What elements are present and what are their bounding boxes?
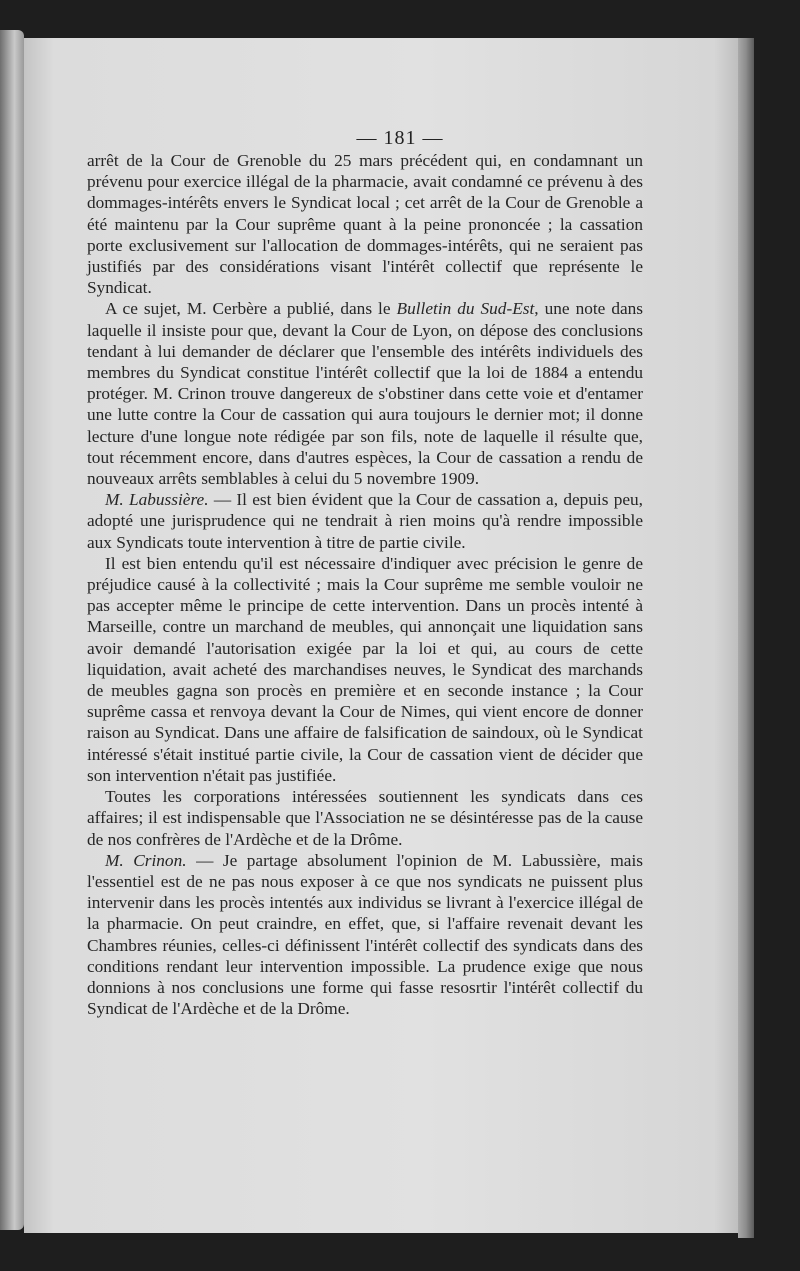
paragraph-4	[87, 553, 643, 786]
paragraph-2	[87, 298, 643, 489]
paragraph-text: A ce sujet, M. Cerbère a publié, dans le	[105, 299, 397, 319]
paragraph-text: Toutes les corporations intéressées soutiennent les syndicats dans ces affaires; il est indispensable que l'Association ne se désintéresse pas de la cause de nos confrères de l'Ardèche et de la Drôme.	[87, 787, 643, 849]
paragraph-1	[87, 150, 643, 298]
paragraph-6	[87, 850, 643, 1020]
body-text	[87, 150, 643, 1019]
journal-title: Bulletin du Sud-Est	[396, 299, 535, 319]
facing-page-edge	[0, 30, 24, 1230]
speaker-name: M. Crinon.	[105, 850, 187, 870]
paragraph-text: arrêt de la Cour de Grenoble du 25 mars précédent qui, en condamnant un prévenu pour exercice illégal de la pharmacie, avait condamné ce prévenu à des dommages-intérêts envers le Syndicat local ; cet arrêt de la Cour de Grenoble a été maintenu par la Cour suprême quant à la peine prononcée ; la cassation porte exclusivement sur l'allocation de dommages-intérêts, qui ne seraient pas justifiés par des considérations visant l'intérêt collectif que représente le Syndicat.	[87, 151, 643, 298]
speaker-name: M. Labussière.	[105, 490, 209, 510]
page-number: — 181 —	[356, 127, 444, 149]
paragraph-text: — Il est bien évident que la Cour de cassation a, depuis peu, adopté une jurisprudence qui ne tendrait à rien moins qu'à rendre impossible aux Syndicats toute intervention à titre de partie civile.	[87, 490, 643, 552]
paragraph-5	[87, 786, 643, 850]
paragraph-3	[87, 489, 643, 553]
paragraph-text: , une note dans laquelle il insiste pour que, devant la Cour de Lyon, on dépose des conclusions tendant à lui demander de déclarer que l'ensemble des intérêts individuels des membres du Syndicat constitue l'intérêt collectif que la loi de 1884 a entendu protéger. M. Crinon trouve dangereux de s'obstiner dans cette voie et d'entamer une lutte contre la Cour de cassation qui aura toujours le dernier mot; il donne lecture d'une longue note rédigée par son fils, note de laquelle il résulte que, tout récemment encore, dans d'autres espèces, la Cour de cassation a rendu de nouveaux arrêts semblables à celui du 5 novembre 1909.	[87, 299, 643, 489]
paragraph-text: — Je partage absolument l'opinion de M. Labussière, mais l'essentiel est de ne pas nous exposer à ce que nos syndicats ne puissent plus intervenir dans les procès intentés aux individus se livrant à l'exercice illégal de la pharmacie. On peut craindre, en effet, que, si l'affaire revenait devant les Chambres réunies, celles-ci définissent l'intérêt collectif des syndicats dans des conditions rendant leur intervention impossible. La prudence exige que nous donnions à nos conclusions une forme qui fasse resosrtir l'intérêt collectif du Syndicat de l'Ardèche et de la Drôme.	[87, 850, 643, 1019]
page-stack-edge	[738, 38, 754, 1238]
paragraph-text: Il est bien entendu qu'il est nécessaire d'indiquer avec précision le genre de préjudice causé à la collectivité ; mais la Cour suprême me semble vouloir ne pas accepter même le principe de cette intervention. Dans un procès intenté à Marseille, contre un marchand de meubles, qui annonçait une liquidation sans avoir demandé l'autorisation exigée par la loi et qui, au cours de cette liquidation, avait acheté des marchandises neuves, le Syndicat des marchands de meubles gagna son procès en première et en seconde instance ; la Cour suprême cassa et renvoya devant la Cour de Nimes, qui vient encore de donner raison au Syndicat. Dans une affaire de falsification de saindoux, où le Syndicat intéressé s'était institué partie civile, la Cour de cassation vient de décider que son intervention n'était pas justifiée.	[87, 553, 643, 785]
